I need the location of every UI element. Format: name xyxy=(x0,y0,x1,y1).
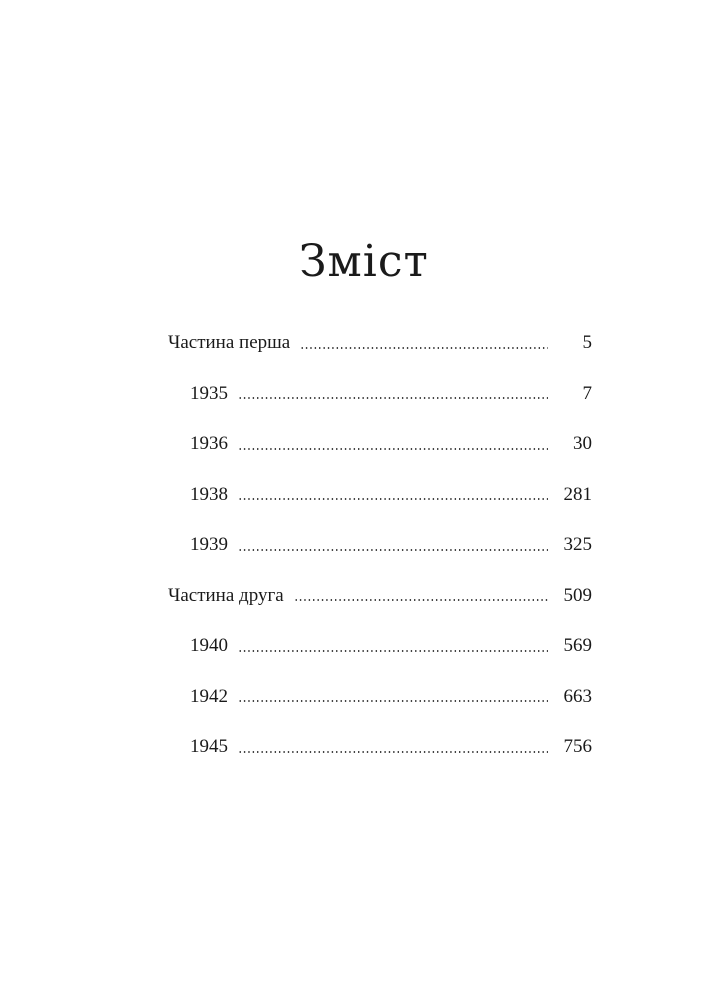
toc-entry-label: 1940 xyxy=(190,635,228,657)
dot-leader xyxy=(238,397,548,399)
toc-entry-page-number: 569 xyxy=(563,635,592,657)
toc-entry-label: Частина перша xyxy=(168,332,291,354)
dot-leader xyxy=(238,498,548,500)
toc-entry-page-number: 509 xyxy=(563,584,592,606)
toc-entry-page-number: 5 xyxy=(582,332,592,354)
table-of-contents xyxy=(168,318,592,773)
toc-entry-1942 xyxy=(168,672,592,723)
toc-entry-page-number: 663 xyxy=(563,685,592,707)
toc-entry-1940 xyxy=(168,621,592,672)
toc-entry-1938 xyxy=(168,470,592,521)
toc-entry-page-number: 325 xyxy=(563,534,592,556)
toc-entry-label: Частина друга xyxy=(168,584,284,606)
toc-entry-1936 xyxy=(168,419,592,470)
toc-entry-label: 1942 xyxy=(190,685,228,707)
dot-leader xyxy=(238,448,548,450)
toc-entry-label: 1938 xyxy=(190,483,228,505)
toc-entry-1935 xyxy=(168,369,592,420)
dot-leader xyxy=(238,751,548,753)
toc-entry-page-number: 756 xyxy=(563,736,592,758)
toc-entry-label: 1939 xyxy=(190,534,228,556)
dot-leader xyxy=(300,347,548,349)
toc-entry-part-one xyxy=(168,318,592,369)
toc-entry-page-number: 7 xyxy=(582,382,592,404)
toc-entry-page-number: 30 xyxy=(573,433,592,455)
toc-entry-label: 1935 xyxy=(190,382,228,404)
dot-leader xyxy=(238,549,548,551)
dot-leader xyxy=(238,700,548,702)
toc-entry-1945 xyxy=(168,722,592,773)
toc-entry-part-two xyxy=(168,571,592,622)
toc-entry-page-number: 281 xyxy=(563,483,592,505)
toc-entry-label: 1945 xyxy=(190,736,228,758)
toc-entry-1939 xyxy=(168,520,592,571)
dot-leader xyxy=(238,650,548,652)
dot-leader xyxy=(294,599,548,601)
toc-entry-label: 1936 xyxy=(190,433,228,455)
page-title: Зміст xyxy=(299,236,429,287)
